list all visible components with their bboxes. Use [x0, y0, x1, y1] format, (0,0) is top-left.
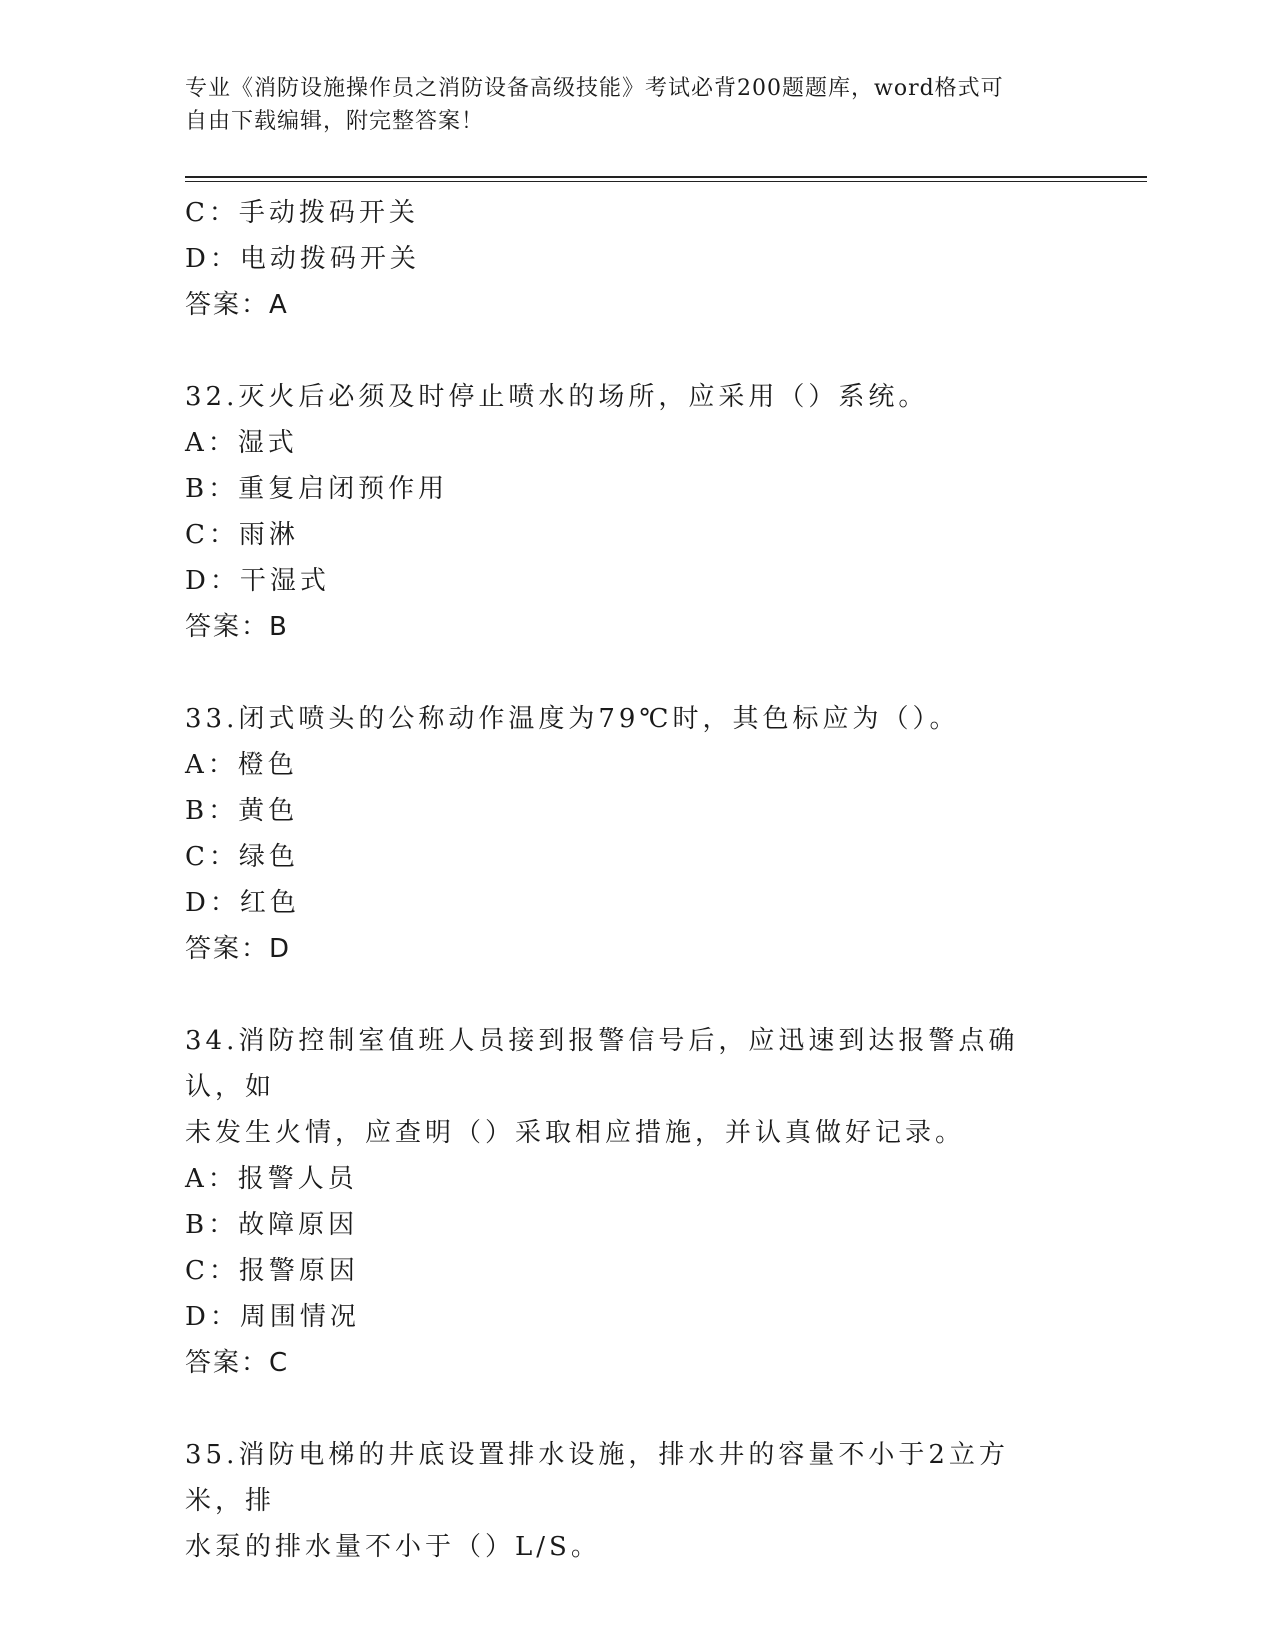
- spacer: [185, 328, 1065, 374]
- option-d: D：红色: [185, 888, 300, 918]
- spacer: [185, 1386, 1065, 1432]
- header-divider-thin: [185, 181, 1147, 182]
- previous-question-tail: [185, 190, 1065, 328]
- answer-line: 答案：C: [185, 1348, 290, 1378]
- question-text: 32.灭火后必须及时停止喷水的场所，应采用（）系统。: [185, 382, 929, 412]
- document-header: [185, 72, 1065, 138]
- question-32: [185, 374, 1065, 650]
- question-text-line-1: 35.消防电梯的井底设置排水设施，排水井的容量不小于2立方米，排: [185, 1440, 1009, 1516]
- option-c: C：绿色: [185, 842, 299, 872]
- option-d: D：干湿式: [185, 566, 330, 596]
- option-a: A：湿式: [185, 428, 298, 458]
- answer-line: 答案：B: [185, 612, 289, 642]
- header-line-1: 专业《消防设施操作员之消防设备高级技能》考试必背200题题库，word格式可: [185, 76, 1004, 101]
- answer-line: 答案：A: [185, 290, 289, 320]
- option-b: B：重复启闭预作用: [185, 474, 449, 504]
- header-line-2: 自由下载编辑，附完整答案！: [185, 109, 485, 134]
- question-35: [185, 1432, 1065, 1570]
- option-c: C：手动拨码开关: [185, 198, 419, 228]
- spacer: [185, 972, 1065, 1018]
- question-list: [185, 190, 1065, 1570]
- option-a: A：橙色: [185, 750, 298, 780]
- option-b: B：故障原因: [185, 1210, 359, 1240]
- option-c: C：雨淋: [185, 520, 299, 550]
- option-c: C：报警原因: [185, 1256, 359, 1286]
- question-text-line-2: 水泵的排水量不小于（）L/S。: [185, 1532, 601, 1562]
- option-b: B：黄色: [185, 796, 299, 826]
- question-text: 33.闭式喷头的公称动作温度为79℃时，其色标应为（）。: [185, 704, 960, 734]
- option-d: D：电动拨码开关: [185, 244, 420, 274]
- question-34: [185, 1018, 1065, 1386]
- question-33: [185, 696, 1065, 972]
- answer-line: 答案：D: [185, 934, 292, 964]
- question-text-line-1: 34.消防控制室值班人员接到报警信号后，应迅速到达报警点确认，如: [185, 1026, 1019, 1102]
- spacer: [185, 650, 1065, 696]
- question-text-line-2: 未发生火情，应查明（）采取相应措施，并认真做好记录。: [185, 1118, 966, 1148]
- header-divider-thick: [185, 176, 1147, 178]
- option-d: D：周围情况: [185, 1302, 360, 1332]
- option-a: A：报警人员: [185, 1164, 358, 1194]
